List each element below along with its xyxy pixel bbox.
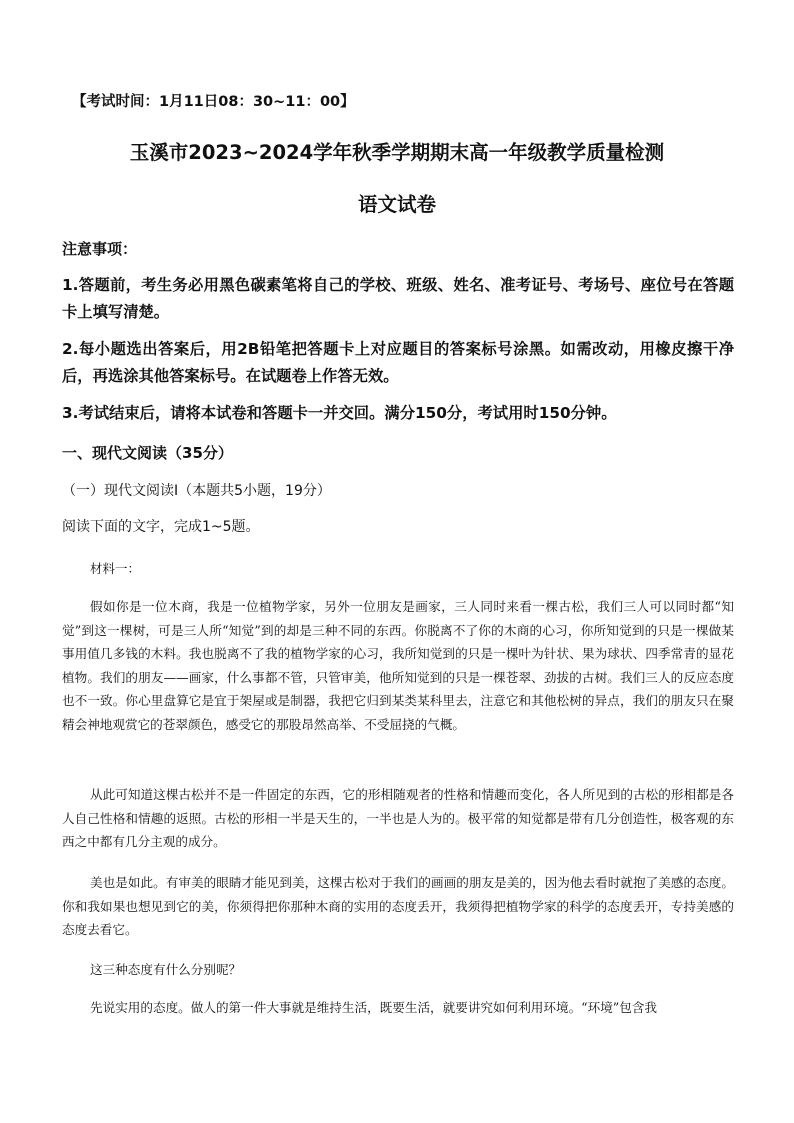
notice-item-1: 1.答题前，考生务必用黑色碳素笔将自己的学校、班级、姓名、准考证号、考场号、座位号在答题卡上填写清楚。 [62,276,734,321]
exam-time: 【考试时间：1月11日08：30~11：00】 [72,94,355,110]
section-heading: 一、现代文阅读（35分） [62,444,233,462]
material-label: 材料一： [90,561,141,576]
page-title: 玉溪市2023~2024学年秋季学期期末高一年级教学质量检测 [129,141,665,164]
section-sub-heading: （一）现代文阅读Ⅰ（本题共5小题，19分） [62,483,331,499]
notice-item-3: 3.考试结束后，请将本试卷和答题卡一并交回。满分150分，考试用时150分钟。 [62,404,617,422]
paragraph-3: 美也是如此。有审美的眼睛才能见到美，这棵古松对于我们的画画的朋友是美的，因为他去看时就抱了美感的态度。你和我如果也想见到它的美，你须得把你那种木商的实用的态度丢开，我须得把植物学家的科学的态度丢开，专持美感的态度去看它。 [62,875,734,937]
paragraph-4: 这三种态度有什么分别呢？ [90,962,242,977]
notice-heading: 注意事项： [62,240,138,258]
page-subtitle: 语文试卷 [357,193,436,216]
reading-instruction: 阅读下面的文字，完成1~5题。 [62,519,260,535]
notice-item-2: 2.每小题选出答案后，用2B铅笔把答题卡上对应题目的答案标号涂黑。如需改动，用橡皮擦干净后，再选涂其他答案标号。在试题卷上作答无效。 [62,340,734,385]
paragraph-1: 假如你是一位木商，我是一位植物学家，另外一位朋友是画家，三人同时来看一棵古松，我们三人可以同时都“知觉”到这一棵树，可是三人所“知觉”到的却是三种不同的东西。你脱离不了你的木商的心习，你所知觉到的只是一棵做某事用值几多钱的木料。我也脱离不了我的植物学家的心习，我所知觉到的只是一棵叶为针状、果为球状、四季常青的显花植物。我们的朋友——画家，什么事都不管，只管审美，他所知觉到的只是一棵苍翠、劲拔的古树。我们三人的反应态度也不一致。你心里盘算它是宜于架屋或是制器，我把它归到某类某科里去，注意它和其他松树的异点，我们的朋友只在聚精会神地观赏它的苍翠颜色，感受它的那股昂然高举、不受屈挠的气概。 [62,599,734,732]
paragraph-2: 从此可知道这棵古松并不是一件固定的东西，它的形相随观者的性格和情趣而变化，各人所见到的古松的形相都是各人自己性格和情趣的返照。古松的形相一半是天生的，一半也是人为的。极平常的知觉都是带有几分创造性，极客观的东西之中都有几分主观的成分。 [62,787,734,849]
paragraph-5: 先说实用的态度。做人的第一件大事就是维持生活，既要生活，就要讲究如何利用环境。“环境”包含我 [90,1000,658,1015]
